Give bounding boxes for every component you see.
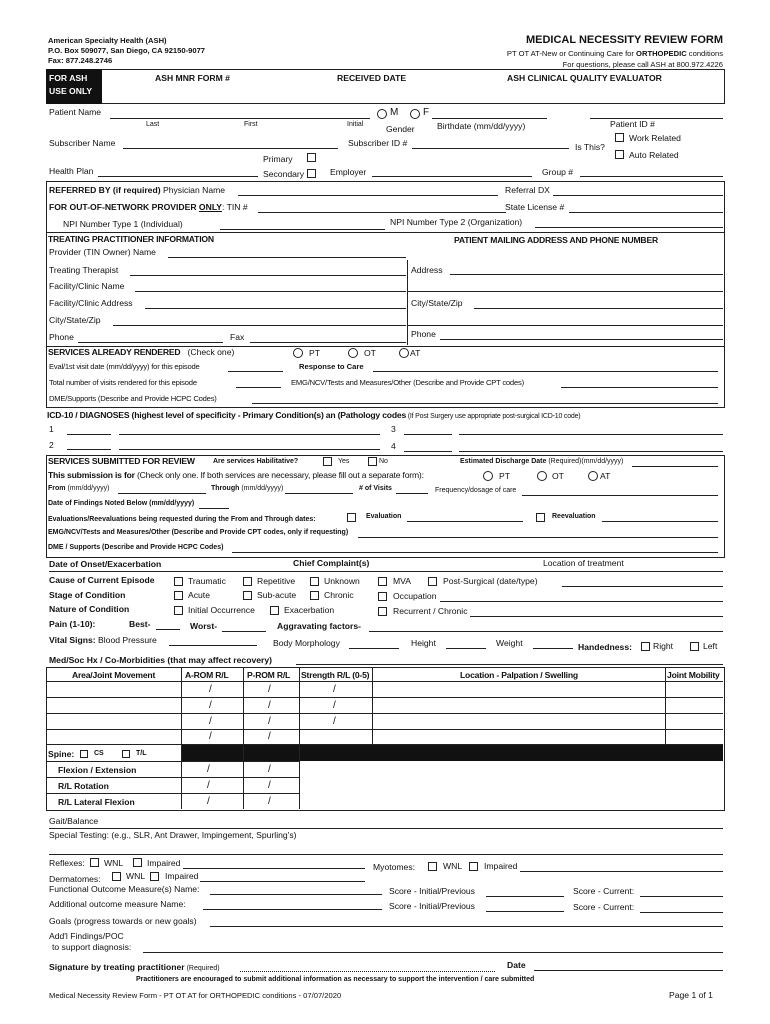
exacerbation-label: Exacerbation [284, 605, 335, 615]
response-field[interactable] [373, 371, 718, 372]
body-morphology-label: Body Morphology [273, 638, 340, 648]
gender-m-label: M [390, 107, 399, 118]
myotomes-impaired-checkbox[interactable] [469, 862, 478, 871]
worst-label: Worst- [190, 621, 218, 631]
chronic-label: Chronic [324, 590, 354, 600]
rom-row-5 [46, 761, 300, 762]
special-testing-label: Special Testing: (e.g., SLR, Ant Drawer, Impingement, Spurling's) [49, 830, 297, 840]
health-plan-field[interactable] [98, 176, 258, 177]
org-name: American Specialty Health (ASH) [48, 36, 167, 45]
repetitive-label: Repetitive [257, 576, 296, 586]
icd-1-code-field[interactable] [67, 434, 111, 435]
facility-address-field[interactable] [145, 308, 406, 309]
treating-therapist-field[interactable] [130, 275, 406, 276]
last-label: Last [146, 121, 160, 128]
submitted-ot-radio[interactable] [537, 471, 547, 481]
total-visits-label: Total number of visits rendered for this episode [49, 378, 197, 387]
pain-label: Pain (1-10): [49, 619, 96, 629]
rom-table-black-row [181, 745, 723, 761]
patient-name-label: Patient Name [49, 107, 102, 117]
spine-cs-label: CS [94, 750, 104, 757]
right-hand-checkbox[interactable] [641, 642, 650, 651]
addl-findings-field[interactable] [143, 952, 723, 953]
height-label: Height [411, 638, 436, 648]
total-visits-field[interactable] [236, 387, 281, 388]
mnr-form-label: ASH MNR FORM # [155, 73, 230, 83]
traumatic-label: Traumatic [188, 576, 226, 586]
evaluations-label: Evaluations/Reevaluations being requested during the From and Through dates: [48, 516, 316, 523]
city-state-zip-r-field[interactable] [474, 308, 723, 309]
submitted-at-radio[interactable] [588, 471, 598, 481]
left-hand-label: Left [703, 641, 718, 651]
rom-slash: / [268, 731, 271, 742]
date-label: Date [507, 960, 526, 970]
spine-cs-checkbox[interactable] [80, 750, 88, 758]
cause-label: Cause of Current Episode [49, 575, 155, 585]
acute-checkbox[interactable] [174, 591, 183, 600]
icd-2-desc-field[interactable] [119, 449, 380, 450]
subscriber-id-field[interactable] [412, 148, 569, 149]
addl-findings-label-2: to support diagnosis: [52, 942, 132, 952]
submitted-at-label: AT [600, 471, 611, 481]
exacerbation-checkbox[interactable] [270, 606, 279, 615]
rom-slash: / [268, 796, 271, 807]
rom-header-mobility: Joint Mobility [667, 670, 720, 680]
flexion-label: Flexion / Extension [58, 765, 137, 775]
secondary-label: Secondary [263, 169, 305, 179]
chronic-checkbox[interactable] [310, 591, 319, 600]
rom-slash: / [207, 764, 210, 775]
phone-r-label: Phone [411, 329, 436, 339]
referral-dx-field[interactable] [553, 195, 723, 196]
npi1-label: NPI Number Type 1 (Individual) [63, 219, 183, 229]
rotation-label: R/L Rotation [58, 781, 109, 791]
patient-id-label: Patient ID # [610, 119, 655, 129]
rom-slash: / [333, 684, 336, 695]
icd-4-label: 4 [391, 441, 396, 451]
submitted-pt-label: PT [499, 471, 510, 481]
habilitative-yes-checkbox[interactable] [323, 457, 332, 466]
sub-acute-label: Sub-acute [257, 590, 297, 600]
handedness-label: Handedness: [578, 642, 632, 652]
weight-label: Weight [496, 638, 523, 648]
rom-col-2 [243, 667, 244, 809]
signature-label: Signature by treating practitioner (Required) [49, 962, 220, 972]
worst-field[interactable] [222, 631, 266, 632]
post-surgical-field[interactable] [562, 586, 723, 587]
nature-label: Nature of Condition [49, 604, 130, 614]
myotomes-impaired-label: Impaired [484, 861, 518, 871]
group-label: Group # [542, 167, 574, 177]
icd-2-label: 2 [49, 440, 54, 450]
rendered-pt-label: PT [309, 348, 320, 358]
from-field[interactable] [118, 493, 206, 494]
medsoc-field[interactable] [296, 664, 723, 665]
icd-1-desc-field[interactable] [119, 434, 380, 435]
best-label: Best- [129, 619, 151, 629]
submitted-heading: SERVICES SUBMITTED FOR REVIEW [48, 456, 195, 466]
rom-row-7 [46, 793, 300, 794]
mailing-heading: PATIENT MAILING ADDRESS AND PHONE NUMBER [454, 235, 658, 245]
vital-signs-label: Vital Signs: Blood Pressure [49, 635, 157, 645]
unknown-checkbox[interactable] [310, 577, 319, 586]
rom-slash: / [207, 796, 210, 807]
dermatomes-impaired-checkbox[interactable] [150, 872, 159, 881]
reflexes-wnl-checkbox[interactable] [90, 858, 99, 867]
submission-label: This submission is for (Check only one. If both services are necessary, please fill out a separate form): [48, 470, 424, 480]
initial-occurrence-checkbox[interactable] [174, 606, 183, 615]
is-this-label: Is This? [575, 142, 605, 152]
rendered-emg-label: EMG/NCV/Tests and Measures/Other (Describe and Provide CPT codes) [291, 378, 524, 387]
eval-date-label: Eval/1st visit date (mm/dd/yyyy) for this episode [49, 362, 200, 371]
icd-3-desc-field[interactable] [459, 434, 723, 435]
mva-label: MVA [393, 576, 411, 586]
gender-f-radio[interactable] [410, 109, 420, 119]
practitioner-heading: TREATING PRACTITIONER INFORMATION [48, 234, 214, 244]
post-surgical-checkbox[interactable] [428, 577, 437, 586]
auto-related-checkbox[interactable] [615, 150, 624, 159]
rom-col-5 [665, 667, 666, 745]
gender-label: Gender [386, 124, 415, 134]
org-fax: Fax: 877.248.2746 [48, 56, 113, 65]
tin-field[interactable] [258, 212, 506, 213]
city-state-zip-label: City/State/Zip [49, 315, 101, 325]
evaluator-label: ASH CLINICAL QUALITY EVALUATOR [507, 73, 662, 83]
subscriber-id-label: Subscriber ID # [348, 138, 408, 148]
rom-row-1 [46, 697, 723, 698]
dermatomes-impaired-label: Impaired [165, 871, 199, 881]
address-field-2[interactable] [408, 291, 723, 292]
footer-text: Medical Necessity Review Form - PT OT AT for ORTHOPEDIC conditions - 07/07/2020 [49, 991, 342, 1000]
rendered-ot-radio[interactable] [348, 348, 358, 358]
form-title: MEDICAL NECESSITY REVIEW FORM [525, 34, 723, 46]
icd-1-label: 1 [49, 424, 54, 434]
rom-slash: / [268, 764, 271, 775]
body-morphology-field[interactable] [349, 648, 399, 649]
rendered-emg-field[interactable] [561, 387, 718, 388]
reflexes-wnl-label: WNL [104, 858, 124, 868]
habilitative-no-label: No [379, 458, 388, 465]
myotomes-field[interactable] [520, 871, 723, 872]
weight-field[interactable] [533, 648, 573, 649]
reflexes-field[interactable] [183, 868, 365, 869]
rom-row-2 [46, 713, 723, 714]
reevaluation-field[interactable] [602, 521, 718, 522]
state-license-field[interactable] [569, 212, 723, 213]
health-plan-label: Health Plan [49, 166, 94, 176]
icd-heading: ICD-10 / DIAGNOSES (highest level of specificity - Primary Condition(s) an (Pathology codes (If Post Surgery use appropriate post-surgical ICD-10 code) [47, 410, 581, 420]
best-field[interactable] [156, 629, 180, 630]
rendered-at-radio[interactable] [399, 348, 409, 358]
city-state-zip-r-label: City/State/Zip [411, 298, 463, 308]
services-rendered-heading: SERVICES ALREADY RENDERED (Check one) [48, 347, 235, 357]
visits-field[interactable] [396, 493, 428, 494]
through-label: Through (mm/dd/yyyy) [211, 485, 284, 492]
rendered-at-label: AT [410, 348, 421, 358]
use-only-label: USE ONLY [49, 86, 93, 96]
additional-outcome-field[interactable] [203, 909, 382, 910]
goals-label: Goals (progress towards or new goals) [49, 916, 197, 926]
rom-row-h [46, 681, 723, 682]
location-treatment-label: Location of treatment [543, 558, 624, 568]
functional-outcome-label: Functional Outcome Measure(s) Name: [49, 884, 200, 894]
address-field[interactable] [450, 274, 723, 275]
date-field[interactable] [534, 970, 723, 971]
rom-slash: / [333, 700, 336, 711]
post-surgical-label: Post-Surgical (date/type) [443, 576, 538, 586]
additional-outcome-label: Additional outcome measure Name: [49, 899, 186, 909]
special-testing-field[interactable] [49, 854, 723, 855]
blood-pressure-field[interactable] [169, 645, 257, 646]
occupation-checkbox[interactable] [378, 592, 387, 601]
reflexes-impaired-label: Impaired [147, 858, 181, 868]
fax-field[interactable] [250, 342, 406, 343]
referred-by-label: REFERRED BY (if required) Physician Name [49, 185, 226, 195]
facility-name-field[interactable] [135, 291, 406, 292]
npi2-label: NPI Number Type 2 (Organization) [390, 217, 523, 227]
frequency-label: Frequency/dosage of care [435, 487, 517, 494]
page-number: Page 1 of 1 [669, 990, 713, 1000]
phone-field[interactable] [78, 342, 223, 343]
birthdate-field[interactable] [432, 118, 547, 119]
mva-checkbox[interactable] [378, 577, 387, 586]
unknown-label: Unknown [324, 576, 360, 586]
through-field[interactable] [285, 493, 353, 494]
evaluation-label: Evaluation [366, 513, 402, 520]
gait-label: Gait/Balance [49, 816, 99, 826]
recurrent-checkbox[interactable] [378, 607, 387, 616]
phone-r-field[interactable] [440, 339, 723, 340]
response-label: Response to Care [299, 362, 364, 371]
rom-col-1 [181, 667, 182, 809]
aggravating-label: Aggravating factors- [277, 621, 362, 631]
occupation-field[interactable] [440, 601, 723, 602]
left-hand-checkbox[interactable] [690, 642, 699, 651]
visits-label: # of Visits [359, 485, 392, 492]
rom-slash: / [268, 716, 271, 727]
submitted-emg-field[interactable] [358, 537, 718, 538]
rom-col-3 [299, 667, 300, 809]
icd-4-desc-field[interactable] [459, 451, 723, 452]
state-license-label: State License # [505, 202, 565, 212]
first-label: First [244, 121, 258, 128]
rom-slash: / [209, 731, 212, 742]
myotomes-label: Myotomes: [373, 862, 416, 872]
reevaluation-label: Reevaluation [552, 513, 596, 520]
employer-label: Employer [330, 167, 367, 177]
patient-name-field[interactable] [110, 118, 370, 119]
myotomes-wnl-label: WNL [443, 861, 463, 871]
rom-slash: / [333, 716, 336, 727]
facility-address-label: Facility/Clinic Address [49, 298, 133, 308]
height-field[interactable] [446, 648, 486, 649]
functional-outcome-field[interactable] [210, 894, 382, 895]
physician-name-field[interactable] [238, 195, 498, 196]
rom-slash: / [209, 684, 212, 695]
dermatomes-field[interactable] [200, 881, 365, 882]
rendered-pt-radio[interactable] [293, 348, 303, 358]
encourage-note: Practitioners are encouraged to submit additional information as necessary to support the intervention / care submitted [136, 976, 535, 983]
gender-m-radio[interactable] [377, 109, 387, 119]
rom-slash: / [209, 700, 212, 711]
score-initial-2-field[interactable] [486, 911, 564, 912]
reevaluation-checkbox[interactable] [536, 513, 545, 522]
rom-header-area: Area/Joint Movement [72, 670, 156, 680]
score-current-label: Score - Current: [573, 886, 635, 896]
work-related-label: Work Related [629, 133, 681, 143]
address-label: Address [411, 265, 443, 275]
acute-label: Acute [188, 590, 210, 600]
referral-dx-label: Referral DX [505, 185, 550, 195]
habilitative-label: Are services Habilitative? [213, 458, 299, 465]
occupation-label: Occupation [393, 591, 437, 601]
reflexes-impaired-checkbox[interactable] [133, 858, 142, 867]
frequency-field[interactable] [522, 495, 718, 496]
eval-date-field[interactable] [228, 371, 283, 372]
myotomes-wnl-checkbox[interactable] [428, 862, 437, 871]
habilitative-no-checkbox[interactable] [368, 457, 377, 466]
medsoc-label: Med/Soc Hx / Co-Morbidities (that may affect recovery) [49, 655, 273, 665]
dermatomes-label: Dermatomes: [49, 874, 101, 884]
rom-slash: / [209, 716, 212, 727]
initial-label: Initial [347, 121, 364, 128]
practitioner-divider [407, 260, 408, 345]
score-current-field[interactable] [640, 896, 723, 897]
recurrent-label: Recurrent / Chronic [393, 606, 468, 616]
primary-checkbox[interactable] [307, 153, 316, 162]
secondary-checkbox[interactable] [307, 169, 316, 178]
rom-header-prom: P-ROM R/L [247, 670, 291, 680]
reflexes-label: Reflexes: [49, 858, 85, 868]
rom-row-3 [46, 729, 723, 730]
spine-tl-checkbox[interactable] [122, 750, 130, 758]
addl-findings-label-1: Add'l Findings/POC [49, 931, 124, 941]
habilitative-yes-label: Yes [338, 458, 350, 465]
onset-row-line [49, 571, 723, 572]
submitted-dme-label: DME / Supports (Describe and Provide HCPC Codes) [48, 544, 224, 551]
sub-acute-checkbox[interactable] [243, 591, 252, 600]
from-label: From (mm/dd/yyyy) [48, 485, 110, 492]
signature-field[interactable] [240, 971, 495, 972]
score-current-2-label: Score - Current: [573, 902, 635, 912]
spine-label: Spine: [48, 749, 75, 759]
findings-label: Date of Findings Noted Below (mm/dd/yyyy) [48, 500, 195, 507]
gender-f-label: F [423, 107, 430, 118]
rom-header-strength: Strength R/L (0-5) [301, 670, 370, 680]
facility-name-label: Facility/Clinic Name [49, 281, 125, 291]
submitted-ot-label: OT [552, 471, 564, 481]
aggravating-field[interactable] [369, 631, 723, 632]
group-field[interactable] [580, 176, 723, 177]
city-state-zip-r-field-2[interactable] [408, 325, 723, 326]
provider-field[interactable] [168, 257, 406, 258]
org-address: P.O. Box 509077, San Diego, CA 92150-9077 [48, 46, 206, 55]
birthdate-label: Birthdate (mm/dd/yyyy) [437, 121, 526, 131]
treating-therapist-label: Treating Therapist [49, 265, 119, 275]
dermatomes-wnl-label: WNL [126, 871, 146, 881]
rom-slash: / [268, 684, 271, 695]
subscriber-name-label: Subscriber Name [49, 138, 116, 148]
onset-label: Date of Onset/Exacerbation [49, 559, 162, 569]
submitted-dme-field[interactable] [232, 552, 718, 553]
score-initial-label: Score - Initial/Previous [389, 886, 475, 896]
repetitive-checkbox[interactable] [243, 577, 252, 586]
traumatic-checkbox[interactable] [174, 577, 183, 586]
recurrent-field[interactable] [470, 616, 723, 617]
dermatomes-wnl-checkbox[interactable] [112, 872, 121, 881]
questions-line: For questions, please call ASH at 800.972.4226 [562, 60, 723, 69]
evaluation-field[interactable] [407, 521, 523, 522]
rendered-dme-field[interactable] [252, 403, 718, 404]
rom-header-arom: A-ROM R/L [185, 670, 229, 680]
right-hand-label: Right [653, 641, 674, 651]
icd-2-code-field[interactable] [67, 449, 111, 450]
employer-field[interactable] [372, 176, 532, 177]
discharge-label: Estimated Discharge Date (Required)(mm/dd/yyyy) [460, 458, 624, 465]
fax-label: Fax [230, 332, 245, 342]
rom-row-4 [46, 744, 723, 745]
rom-row-6 [46, 777, 300, 778]
rom-slash: / [268, 700, 271, 711]
lateral-flexion-label: R/L Lateral Flexion [58, 797, 135, 807]
phone-label: Phone [49, 332, 74, 342]
auto-related-label: Auto Related [629, 150, 679, 160]
submitted-pt-radio[interactable] [483, 471, 493, 481]
spine-tl-label: T/L [136, 750, 147, 757]
initial-occurrence-label: Initial Occurrence [188, 605, 255, 615]
discharge-field[interactable] [632, 466, 718, 467]
subscriber-name-field[interactable] [123, 148, 338, 149]
primary-label: Primary [263, 154, 293, 164]
gait-field[interactable] [49, 828, 723, 829]
rom-slash: / [268, 780, 271, 791]
work-related-checkbox[interactable] [615, 133, 624, 142]
rom-slash: / [207, 780, 210, 791]
stage-label: Stage of Condition [49, 590, 126, 600]
rendered-dme-label: DME/Supports (Describe and Provide HCPC Codes) [49, 394, 217, 403]
oon-label: FOR OUT-OF-NETWORK PROVIDER ONLY: TIN # [49, 202, 248, 212]
rom-table [46, 667, 725, 811]
score-current-2-field[interactable] [640, 912, 723, 913]
chief-complaint-label: Chief Complaint(s) [293, 558, 370, 568]
submitted-emg-label: EMG/NCV/Tests and Measures/Other (Describe and Provide CPT codes, only if requesting) [48, 529, 349, 536]
icd-3-code-field[interactable] [404, 434, 452, 435]
evaluation-checkbox[interactable] [347, 513, 356, 522]
rendered-ot-label: OT [364, 348, 376, 358]
city-state-zip-field[interactable] [113, 325, 406, 326]
score-initial-2-label: Score - Initial/Previous [389, 901, 475, 911]
icd-3-label: 3 [391, 424, 396, 434]
npi2-field[interactable] [535, 227, 723, 228]
icd-4-code-field[interactable] [404, 451, 452, 452]
rom-header-location: Location - Palpation / Swelling [460, 670, 578, 680]
rom-col-4 [372, 667, 373, 745]
goals-field[interactable] [210, 926, 723, 927]
for-ash-label: FOR ASH [49, 73, 88, 83]
score-initial-field[interactable] [486, 896, 564, 897]
provider-label: Provider (TIN Owner) Name [49, 247, 156, 257]
npi1-field[interactable] [220, 229, 385, 230]
findings-field[interactable] [199, 508, 229, 509]
received-date-label: RECEIVED DATE [337, 73, 407, 83]
form-subtitle: PT OT AT-New or Continuing Care for ORTHOPEDIC conditions [506, 49, 723, 58]
